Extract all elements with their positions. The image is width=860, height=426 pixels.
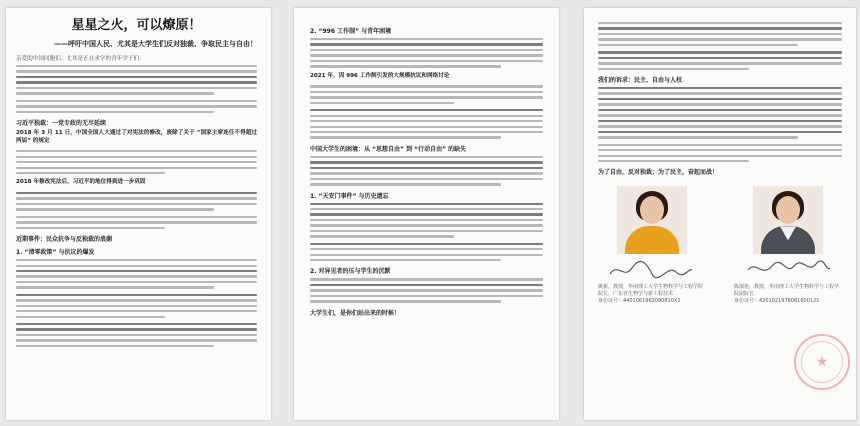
body-text-block xyxy=(310,109,543,139)
page-title: 星星之火，可以燎原！ xyxy=(71,18,202,33)
body-text-block xyxy=(16,294,257,318)
signer-1 xyxy=(598,186,706,304)
section-heading: 近期事件：民众抗争与反独裁的浪潮 xyxy=(16,236,113,244)
demands-list xyxy=(598,87,842,139)
highlight-paragraph xyxy=(16,130,257,145)
body-text-block xyxy=(310,85,543,104)
body-text-block xyxy=(310,156,543,186)
signer-name: 陈淑艳，教授，华南理工大学生物科学与工程学院副院长 xyxy=(734,284,840,297)
signer-photo xyxy=(617,186,687,254)
section-heading: 2. “996 工作制” 与青年困境 xyxy=(310,28,392,35)
body-text-block xyxy=(310,278,543,302)
highlight-text: 2018 年 3 月 11 日，中国全国人大通过了对宪法的修改，废除了关于 “国家主席连任不得超过两届” 的规定 xyxy=(16,129,257,144)
document-page-2 xyxy=(294,8,559,420)
document-page-3 xyxy=(584,8,856,420)
subsection-heading: 1. “天安门事件” 与历史遗忘 xyxy=(310,192,389,200)
highlight-text: 2021 年，因 996 工作制引发的大规模抗议和网络讨论 xyxy=(310,72,450,79)
star-icon: ★ xyxy=(815,354,829,370)
highlight-text: 2018 年修改宪法后，习近平的地位得到进一步巩固 xyxy=(16,179,146,186)
body-text-block xyxy=(310,243,543,262)
page-subtitle: ——呼吁中国人民、尤其是大学生们反对独裁、争取民主与自由！ xyxy=(54,40,257,48)
closing-slogan: 为了自由，反对独裁；为了民主，奋起而战！ xyxy=(598,169,719,177)
body-text-block xyxy=(16,216,257,229)
signer-id: 身份证号：4401061962090810X2 xyxy=(598,297,681,304)
body-text-block xyxy=(598,51,842,70)
salutation: 亲爱的中国同胞们、尤其是正在求学的青年学子们： xyxy=(16,56,145,62)
body-text-block xyxy=(310,203,543,238)
body-text-block xyxy=(16,259,257,289)
body-text-block xyxy=(16,323,257,347)
document-page-1 xyxy=(6,8,271,420)
handwritten-signature xyxy=(598,258,706,284)
subsection-heading: 2. 对异见者的压与学生的沉默 xyxy=(310,268,391,276)
signer-id: 身份证号：4201021976061600121 xyxy=(734,297,820,304)
signer-name: 姚新，教授，华南理工大学生物科学与工程学院院长，广东省生物学与新工程技术 xyxy=(598,284,704,297)
closing-line: 大学生们，是你们站出来的时候！ xyxy=(310,309,401,317)
section-heading: 习近平独裁：一党专政的无尽延续 xyxy=(16,119,107,127)
body-text-block xyxy=(16,65,257,95)
body-text-block xyxy=(310,38,543,68)
signer-2 xyxy=(734,186,842,304)
section-heading: 中国大学生的困境：从 “思想自由” 到 “行动自由” 的缺失 xyxy=(310,145,467,153)
highlight-paragraph xyxy=(16,179,257,187)
body-text-block xyxy=(598,144,842,163)
signer-photo xyxy=(753,186,823,254)
handwritten-signature xyxy=(734,258,842,284)
highlight-paragraph xyxy=(310,73,543,81)
body-text-block xyxy=(598,22,842,46)
subsection-heading: 1. “清零政策” 与抗议的爆发 xyxy=(16,249,95,257)
signatures xyxy=(598,186,842,304)
body-text-block xyxy=(16,192,257,211)
body-text-block xyxy=(16,100,257,113)
official-seal-stamp xyxy=(794,334,850,390)
body-text-block xyxy=(16,150,257,174)
section-heading: 我们的诉求：民主、自由与人权 xyxy=(598,76,683,84)
